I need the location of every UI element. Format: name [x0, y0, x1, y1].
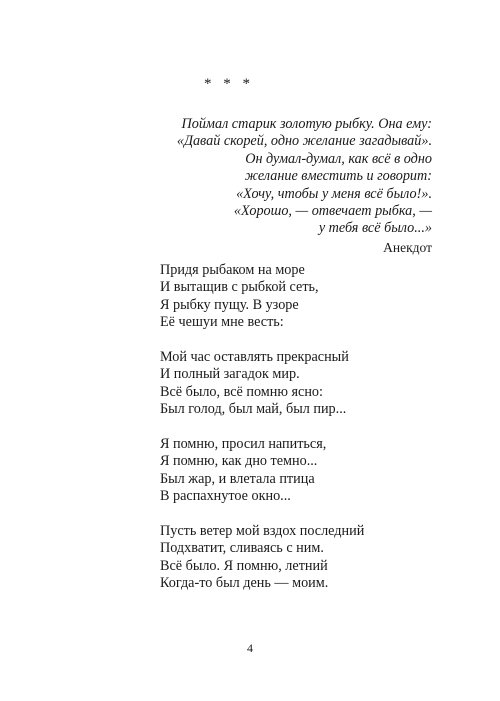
epigraph-line: Поймал старик золотую рыбку. Она ему: [181, 116, 432, 132]
epigraph [112, 116, 432, 256]
poem-line: Я помню, просил напиться, [160, 436, 327, 453]
poem-line: Всё было, всё помню ясно: [160, 383, 323, 400]
poem-line: Пусть ветер мой вздох последний [160, 523, 365, 540]
poem-line: Когда-то был день — моим. [160, 575, 329, 592]
epigraph-source: Анекдот [383, 239, 432, 255]
poem-line: Был голод, был май, был пир... [160, 401, 347, 418]
poem-line: Я помню, как дно темно... [160, 453, 318, 470]
section-divider-stars: * * * [204, 76, 250, 92]
poem-line: Подхватит, сливаясь с ним. [160, 540, 324, 557]
epigraph-line: «Давай скорей, одно желание загадывай». [176, 133, 432, 150]
poem-line: Придя рыбаком на море [160, 262, 305, 278]
poem-line: Я рыбку пущу. В узоре [160, 296, 299, 313]
poem-stanza [160, 436, 364, 506]
poem-line: Мой час оставлять прекрасный [160, 349, 349, 366]
epigraph-line: «Хорошо, — отвечает рыбка, — [233, 203, 432, 220]
poem-stanza [160, 523, 364, 593]
epigraph-line: «Хочу, чтобы у меня всё было!». [236, 185, 432, 202]
poem-line: Всё было. Я помню, летний [160, 557, 328, 574]
epigraph-line: желание вместить и говорит: [244, 168, 432, 185]
poem-stanza [160, 262, 364, 332]
epigraph-line: у тебя всё было...» [318, 220, 432, 237]
epigraph-line: Он думал-думал, как всё в одно [245, 150, 432, 167]
poem-line: Был жар, и влетала птица [160, 470, 315, 487]
page-number: 4 [247, 641, 253, 655]
poem-line: В распахнутое окно... [160, 488, 291, 505]
poem [160, 262, 364, 593]
poem-line: И полный загадок мир. [160, 366, 300, 383]
poem-line: Её чешуи мне весть: [160, 314, 284, 331]
poem-line: И вытащив с рыбкой сеть, [160, 279, 319, 296]
poem-stanza [160, 349, 364, 419]
